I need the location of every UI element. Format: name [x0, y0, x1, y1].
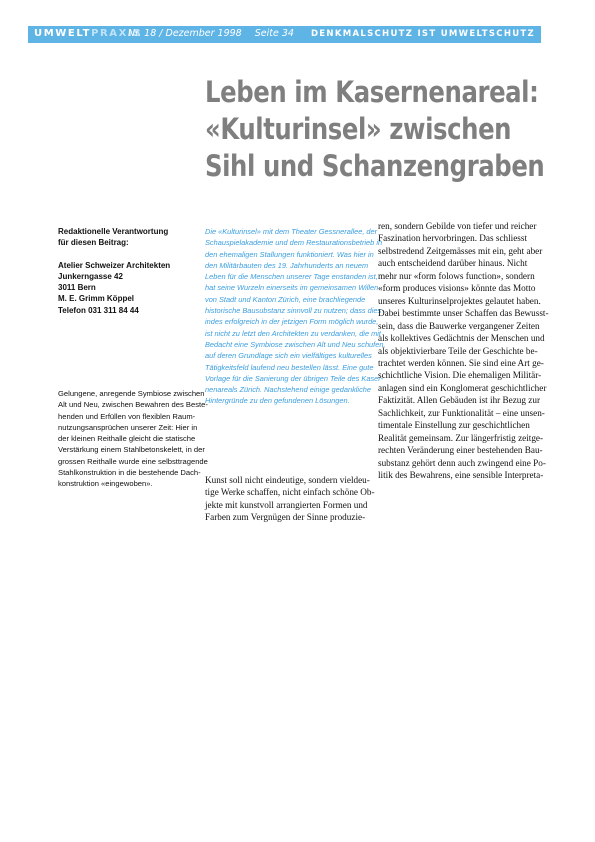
page-number: Seite 34: [254, 28, 294, 39]
address-line: Junkerngasse 42: [58, 271, 123, 281]
brand-umwelt: UMWELT: [34, 28, 92, 39]
body-line: timentale Einstellung zur geschichtlichen: [378, 420, 530, 431]
body-line: selbstredend Zeitgemässes mit ein, geht aber: [378, 245, 543, 256]
caption-line: Gelungene, anregende Symbiose zwischen: [58, 389, 205, 398]
lead-line: den Militärbauten des 19. Jahrhunderts an neuem: [205, 260, 369, 270]
body-line: als kollektives Gedächtnis der Menschen und: [378, 333, 545, 344]
responsibility-note: [58, 226, 190, 249]
sidebar-line: Redaktionelle Verantwortung: [58, 227, 169, 236]
body-column-2: [378, 220, 549, 482]
address-line: M. E. Grimm Köppel: [58, 294, 135, 304]
caption-line: Alt und Neu, zwischen Bewahren des Beste-: [58, 400, 208, 410]
body-column-1: [205, 474, 375, 524]
caption-line: Stahlkonstruktion in die bestehende Dach-: [58, 468, 201, 478]
address-line: Atelier Schweizer Architekten: [58, 260, 171, 270]
lead-line: Leben für die Menschen unserer Tage enstanden ist,: [205, 272, 378, 282]
contact-address: [58, 260, 190, 316]
lead-line: den ehemaligen Stallungen funktioniert. Was hier in: [205, 249, 374, 259]
lead-line: Schauspielakademie und dem Restaurationsbetrieb in: [205, 238, 383, 248]
body-line: auch entscheidend darüber hinaus. Nicht: [378, 258, 528, 269]
issue-number: Nr. 18 / Dezember 1998: [128, 28, 242, 39]
lead-line: hat seine Wurzeln einerseits im gemeinsamen Willen: [205, 283, 379, 293]
brand-praxis: PRAXIS: [91, 28, 143, 39]
lead-line: auf deren Grundlage sich ein vielfältiges kulturelles: [205, 351, 372, 361]
body-line: Dabei bestimmte unser Schaffen das Bewusst-: [378, 308, 549, 319]
body-line: Sachlichkeit, zur Funktionalität – eine unsen-: [378, 407, 545, 418]
body-line: trachtet werden können. Sie sind eine Art ge-: [378, 357, 544, 368]
lead-line: Bedacht eine Symbiose zwischen Alt und Neu schufen,: [205, 339, 386, 349]
lead-line: Die «Kulturinsel» mit dem Theater Gessnerallee, der: [205, 227, 378, 236]
caption-line: konstruktion «eingewoben».: [58, 479, 153, 489]
lead-paragraph: [205, 226, 386, 407]
body-line: substanz gehört denn auch zwingend eine Po-: [378, 457, 546, 468]
body-line: «form produces visions» könnte das Motto: [378, 283, 536, 294]
body-line: Realität gemeinsam. Zur längerfristig zeitge-: [378, 432, 544, 443]
body-line: jekte mit kunstvoll arrangierten Formen und: [205, 499, 368, 510]
lead-line: von Stadt und Kanton Zürich, eine brachliegende: [205, 294, 366, 304]
body-line: rechten Veränderung einer bestehenden Bau-: [378, 445, 543, 456]
body-line: als objektivierbare Teile der Geschichte be-: [378, 345, 538, 356]
brand: [34, 28, 142, 39]
section-title: DENKMALSCHUTZ IST UMWELTSCHUTZ: [310, 29, 535, 39]
address-line: 3011 Bern: [58, 283, 96, 293]
lead-line: nenareals Zürich. Nachstehend einige gedankliche: [205, 385, 371, 395]
header-bar: [28, 26, 541, 43]
lead-line: Tätigkeitsfeld laufend neu bestellen lässt. Eine gute: [205, 362, 374, 372]
body-line: mehr nur «form folows function», sondern: [378, 270, 535, 281]
caption-line: henden und Erfüllen von flexiblen Raum-: [58, 411, 196, 421]
body-line: litik des Bewahrens, eine sensible Interpreta-: [378, 470, 544, 481]
caption-line: der kleinen Reithalle gleicht die statische: [58, 434, 196, 444]
title-line: «Kulturinsel» zwischen: [205, 112, 512, 146]
body-line: schichtliche Vision. Die ehemaligen Militär-: [378, 370, 542, 381]
title-line: Sihl und Schanzengraben: [205, 149, 545, 183]
caption-line: Verstärkung einem Stahlbetonskelett, in der: [58, 445, 205, 455]
image-caption: [58, 388, 208, 490]
title-line: Leben im Kasernenareal:: [205, 75, 539, 109]
lead-line: Vorlage für die Sanierung der übrigen Teile des Kaser-: [205, 373, 384, 383]
body-line: sein, dass die Bauwerke vergangener Zeiten: [378, 320, 540, 331]
caption-line: grossen Reithalle wurde eine selbsttragende: [58, 456, 208, 466]
article-title: [205, 74, 545, 185]
body-line: Kunst soll nicht eindeutige, sondern vieldeu-: [205, 475, 370, 485]
caption-line: nutzungsansprüchen unserer Zeit: Hier in: [58, 422, 198, 432]
issue-info: [128, 28, 304, 39]
lead-line: ist nicht zu letzt den Architekten zu verdanken, die mit: [205, 328, 381, 338]
sidebar-line: für diesen Beitrag:: [58, 238, 129, 248]
body-line: Farben zum Vergnügen der Sinne produzie-: [205, 512, 366, 523]
body-line: unseres Kulturinselprojektes gelautet haben.: [378, 295, 541, 306]
body-line: ren, sondern Gebilde von tiefer und reicher: [378, 221, 537, 231]
address-line: Telefon 031 311 84 44: [58, 305, 139, 315]
body-line: anlagen sind ein Konglomerat geschichtlicher: [378, 382, 547, 393]
editorial-sidebar: [58, 226, 190, 327]
lead-line: Hintergründe zu den gefundenen Lösungen.: [205, 396, 350, 406]
lead-line: indes erfolgreich in der jetzigen Form möglich wurde,: [205, 317, 379, 327]
body-line: Faktizität. Allen Gebäuden ist ihr Bezug zur: [378, 395, 541, 406]
body-line: tige Werke schaffen, nicht einfach schöne Ob-: [205, 487, 375, 498]
body-line: Faszination hervorbringen. Das schliesst: [378, 233, 528, 244]
lead-line: historische Bausubstanz sinnvoll zu nutzen; dass dies: [205, 306, 382, 316]
